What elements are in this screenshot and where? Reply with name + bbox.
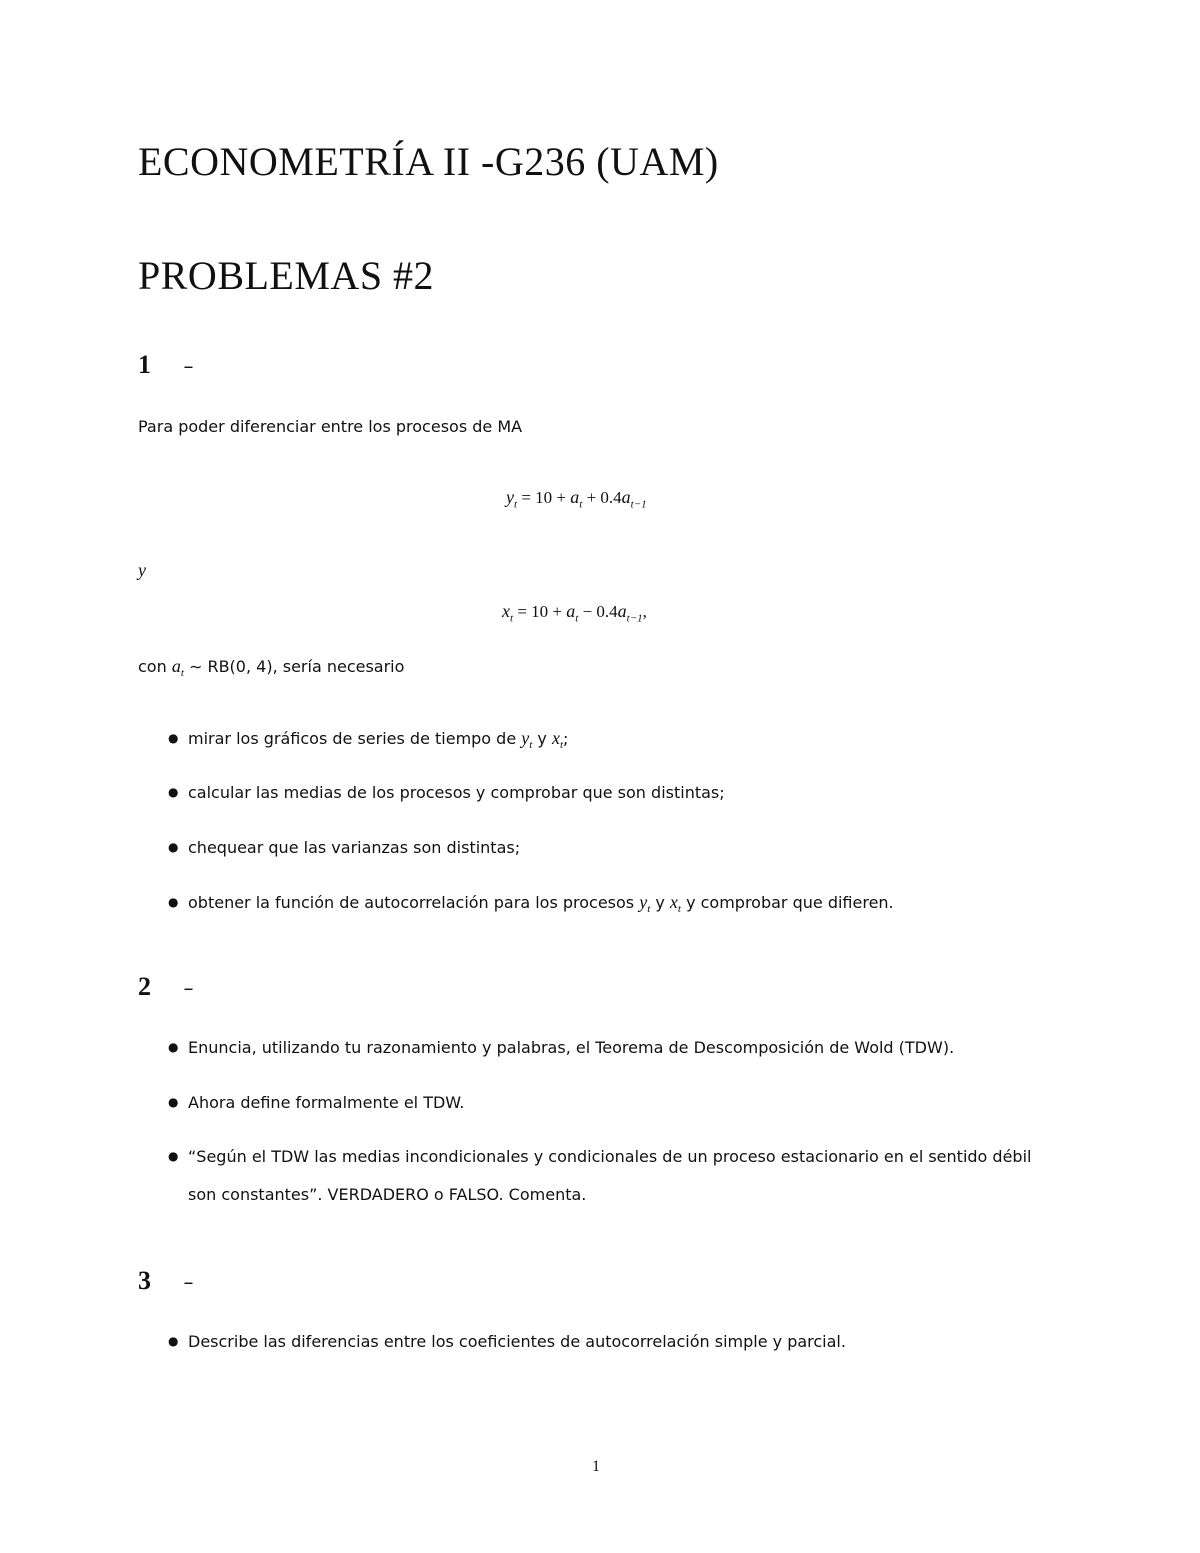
list-item: ● Ahora define formalmente el TDW. (168, 1093, 465, 1112)
bullet-icon: ● (168, 1149, 179, 1163)
list-item: ● Describe las diferencias entre los coeficientes de autocorrelación simple y parcial. (168, 1332, 846, 1351)
bullet-icon: ● (168, 785, 179, 799)
condition-line: con $a_t$ ∼ RB(0, 4), sería necesario (138, 656, 405, 680)
document-subtitle: PROBLEMAS #2 (138, 253, 435, 298)
list-item: ● mirar los gráficos de series de tiempo de $y_t$ y $x_t$; (168, 728, 569, 752)
bullet-icon: ● (168, 1334, 179, 1348)
section-2-dash: – (183, 976, 194, 1000)
page-number: 1 (592, 1458, 600, 1475)
eq1-lhs: y (506, 487, 514, 507)
list-item: ● “Según el TDW las medias incondicionales y condicionales de un proceso estacionario en el sentido débil (168, 1147, 1032, 1166)
section-3-dash: – (183, 1270, 194, 1294)
list-item: ● obtener la función de autocorrelación para los procesos $y_t$ y $x_t$ y comprobar que difieren. (168, 892, 894, 916)
bullet-icon: ● (168, 1095, 179, 1109)
conjunction-y: y (138, 560, 146, 580)
list-item-continuation: son constantes”. VERDADERO o FALSO. Comenta. (188, 1185, 587, 1204)
section-3-number: 3 (138, 1266, 151, 1295)
bullet-icon: ● (168, 731, 179, 745)
bullet-icon: ● (168, 1040, 179, 1054)
document-title: ECONOMETRÍA II -G236 (UAM) (138, 139, 719, 184)
section-3-heading (138, 1266, 194, 1296)
list-item: ● chequear que las varianzas son distintas; (168, 838, 521, 857)
list-item: ● Enuncia, utilizando tu razonamiento y palabras, el Teorema de Descomposición de Wold (TDW). (168, 1038, 955, 1057)
equation-y: $y_t = 10 + a_t + 0.4a_{t-1}$ (506, 487, 647, 511)
list-item: ● calcular las medias de los procesos y comprobar que son distintas; (168, 783, 725, 802)
eq2-lhs: x (502, 601, 510, 621)
section-2-number: 2 (138, 972, 151, 1001)
section-2-heading (138, 972, 194, 1002)
section-1-dash: – (183, 354, 194, 378)
section-1-number: 1 (138, 350, 151, 379)
bullet-icon: ● (168, 895, 179, 909)
bullet-icon: ● (168, 840, 179, 854)
section-1-intro: Para poder diferenciar entre los procesos de MA (138, 417, 523, 436)
section-1-heading (138, 350, 194, 380)
equation-x: $x_t = 10 + a_t - 0.4a_{t-1}$, (502, 601, 647, 625)
